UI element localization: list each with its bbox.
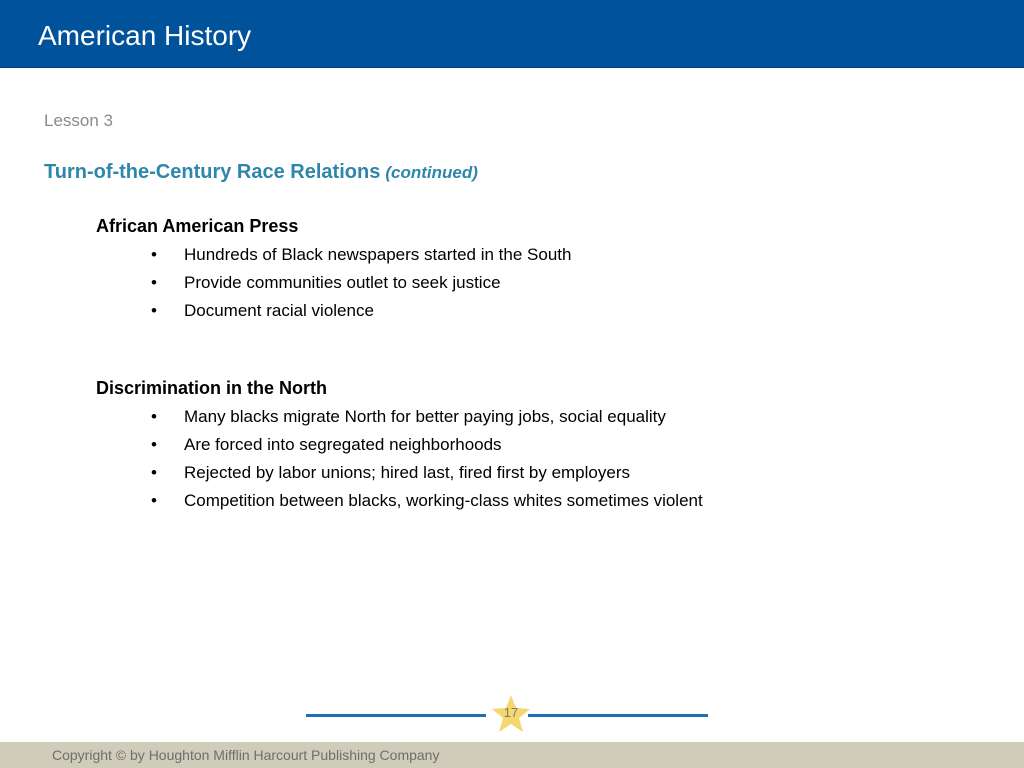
course-title: American History (38, 20, 252, 51)
bullet-text: Document racial violence (184, 301, 374, 320)
bullet-icon: • (151, 435, 157, 454)
bullet-text: Competition between blacks, working-class whites sometimes violent (184, 491, 703, 510)
block-title: African American Press (96, 216, 299, 236)
bullet-text: Are forced into segregated neighborhoods (184, 435, 502, 454)
page-number-rule-right (528, 714, 708, 717)
bullet-text: Rejected by labor unions; hired last, fired first by employers (184, 463, 630, 482)
bullet-icon: • (151, 273, 157, 292)
section-title: Turn-of-the-Century Race Relations (44, 161, 381, 183)
bullet-icon: • (151, 491, 157, 510)
bullet-list (96, 241, 976, 325)
bullet-list (96, 403, 976, 515)
lesson-label: Lesson 3 (44, 111, 113, 130)
bullet-icon: • (151, 463, 157, 482)
bullet-item (96, 459, 976, 487)
bullet-text: Many blacks migrate North for better paying jobs, social equality (184, 407, 666, 426)
bullet-icon: • (151, 245, 157, 264)
block-title: Discrimination in the North (96, 378, 328, 398)
content-block-african-american-press (96, 213, 976, 325)
bullet-text: Hundreds of Black newspapers started in the South (184, 245, 572, 264)
bullet-item (96, 487, 976, 515)
content-block-discrimination-north (96, 375, 976, 515)
page-number: 17 (503, 705, 519, 720)
bullet-item (96, 431, 976, 459)
bullet-icon: • (151, 301, 157, 320)
slide-footer (0, 742, 1024, 768)
section-title-suffix: (continued) (385, 163, 478, 182)
page-number-rule-left (306, 714, 486, 717)
copyright-notice: Copyright © by Houghton Mifflin Harcourt Publishing Company (52, 747, 440, 763)
bullet-item (96, 241, 976, 269)
bullet-icon: • (151, 407, 157, 426)
slide-header (0, 0, 1024, 68)
page-number-badge (490, 694, 532, 734)
section-heading (44, 161, 478, 184)
bullet-item (96, 403, 976, 431)
bullet-text: Provide communities outlet to seek justice (184, 273, 501, 292)
bullet-item (96, 297, 976, 325)
bullet-item (96, 269, 976, 297)
